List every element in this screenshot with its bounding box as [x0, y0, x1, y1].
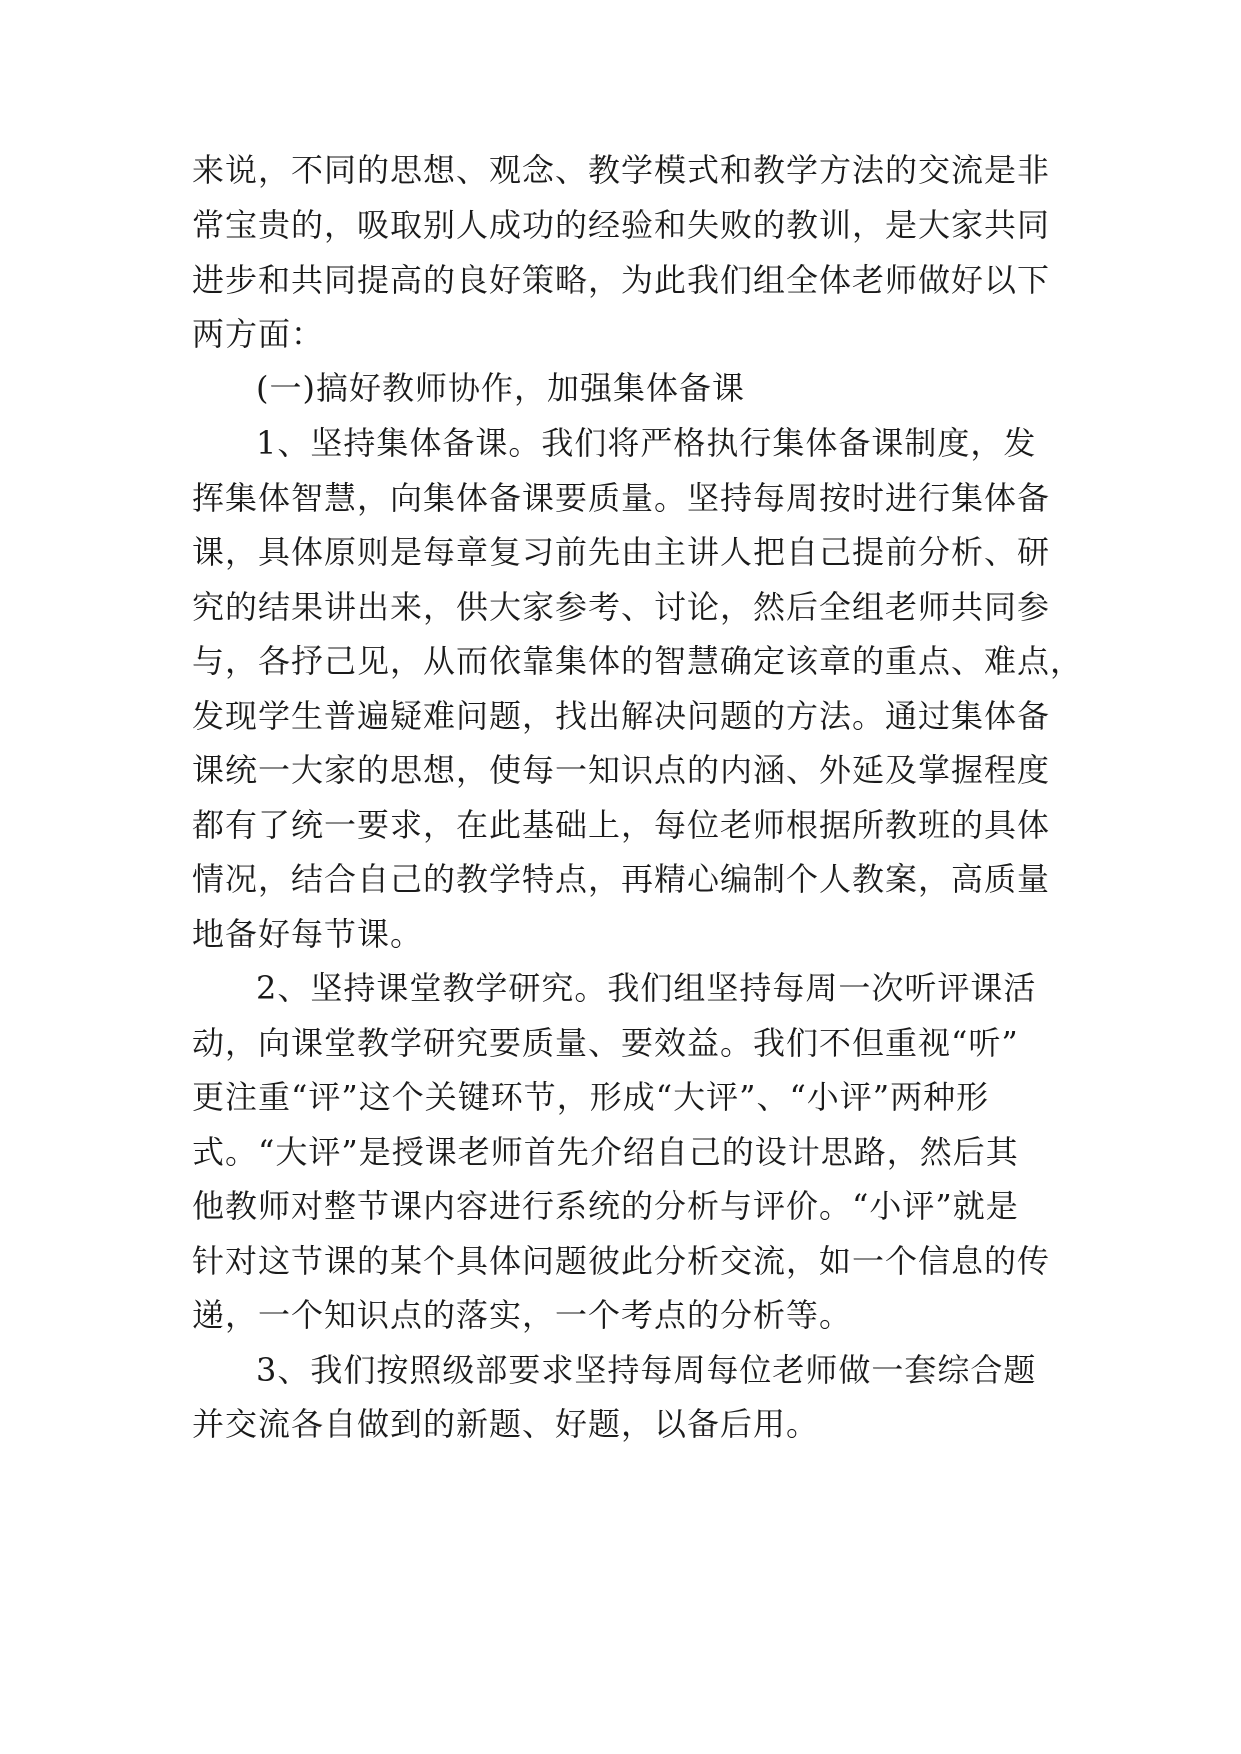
text-line: 挥集体智慧，向集体备课要质量。坚持每周按时进行集体备	[192, 479, 1051, 517]
text-line: 课，具体原则是每章复习前先由主讲人把自己提前分析、研	[192, 533, 1051, 571]
text-line: 地备好每节课。	[192, 915, 424, 953]
text-line: 来说，不同的思想、观念、教学模式和教学方法的交流是非	[192, 151, 1051, 189]
text-line: 都有了统一要求，在此基础上，每位老师根据所教班的具体	[192, 806, 1051, 844]
text-line: 1、坚持集体备课。我们将严格执行集体备课制度，发	[256, 424, 1037, 462]
text-line: 2、坚持课堂教学研究。我们组坚持每周一次听评课活	[256, 969, 1037, 1007]
text-line: 并交流各自做到的新题、好题，以备后用。	[192, 1405, 820, 1443]
text-line: 针对这节课的某个具体问题彼此分析交流，如一个信息的传	[192, 1242, 1051, 1280]
text-line: 式。“大评”是授课老师首先介绍自己的设计思路，然后其	[192, 1133, 1019, 1171]
text-line: 课统一大家的思想，使每一知识点的内涵、外延及掌握程度	[192, 751, 1051, 789]
text-line: 3、我们按照级部要求坚持每周每位老师做一套综合题	[256, 1351, 1037, 1389]
text-line: 与，各抒己见，从而依靠集体的智慧确定该章的重点、难点，	[192, 642, 1084, 680]
text-line: 动，向课堂教学研究要质量、要效益。我们不但重视“听”	[192, 1024, 1019, 1062]
text-line: 常宝贵的，吸取别人成功的经验和失败的教训，是大家共同	[192, 206, 1051, 244]
text-line: 更注重“评”这个关键环节，形成“大评”、“小评”两种形	[192, 1078, 990, 1116]
text-line: 究的结果讲出来，供大家参考、讨论，然后全组老师共同参	[192, 588, 1051, 626]
text-line: 两方面：	[192, 315, 325, 353]
text-line: 发现学生普遍疑难问题，找出解决问题的方法。通过集体备	[192, 697, 1051, 735]
text-line: 他教师对整节课内容进行系统的分析与评价。“小评”就是	[192, 1187, 1019, 1225]
section-heading: (一)搞好教师协作，加强集体备课	[256, 369, 745, 407]
text-line: 递，一个知识点的落实，一个考点的分析等。	[192, 1296, 853, 1334]
text-line: 情况，结合自己的教学特点，再精心编制个人教案，高质量	[192, 860, 1051, 898]
text-line: 进步和共同提高的良好策略，为此我们组全体老师做好以下	[192, 261, 1051, 299]
